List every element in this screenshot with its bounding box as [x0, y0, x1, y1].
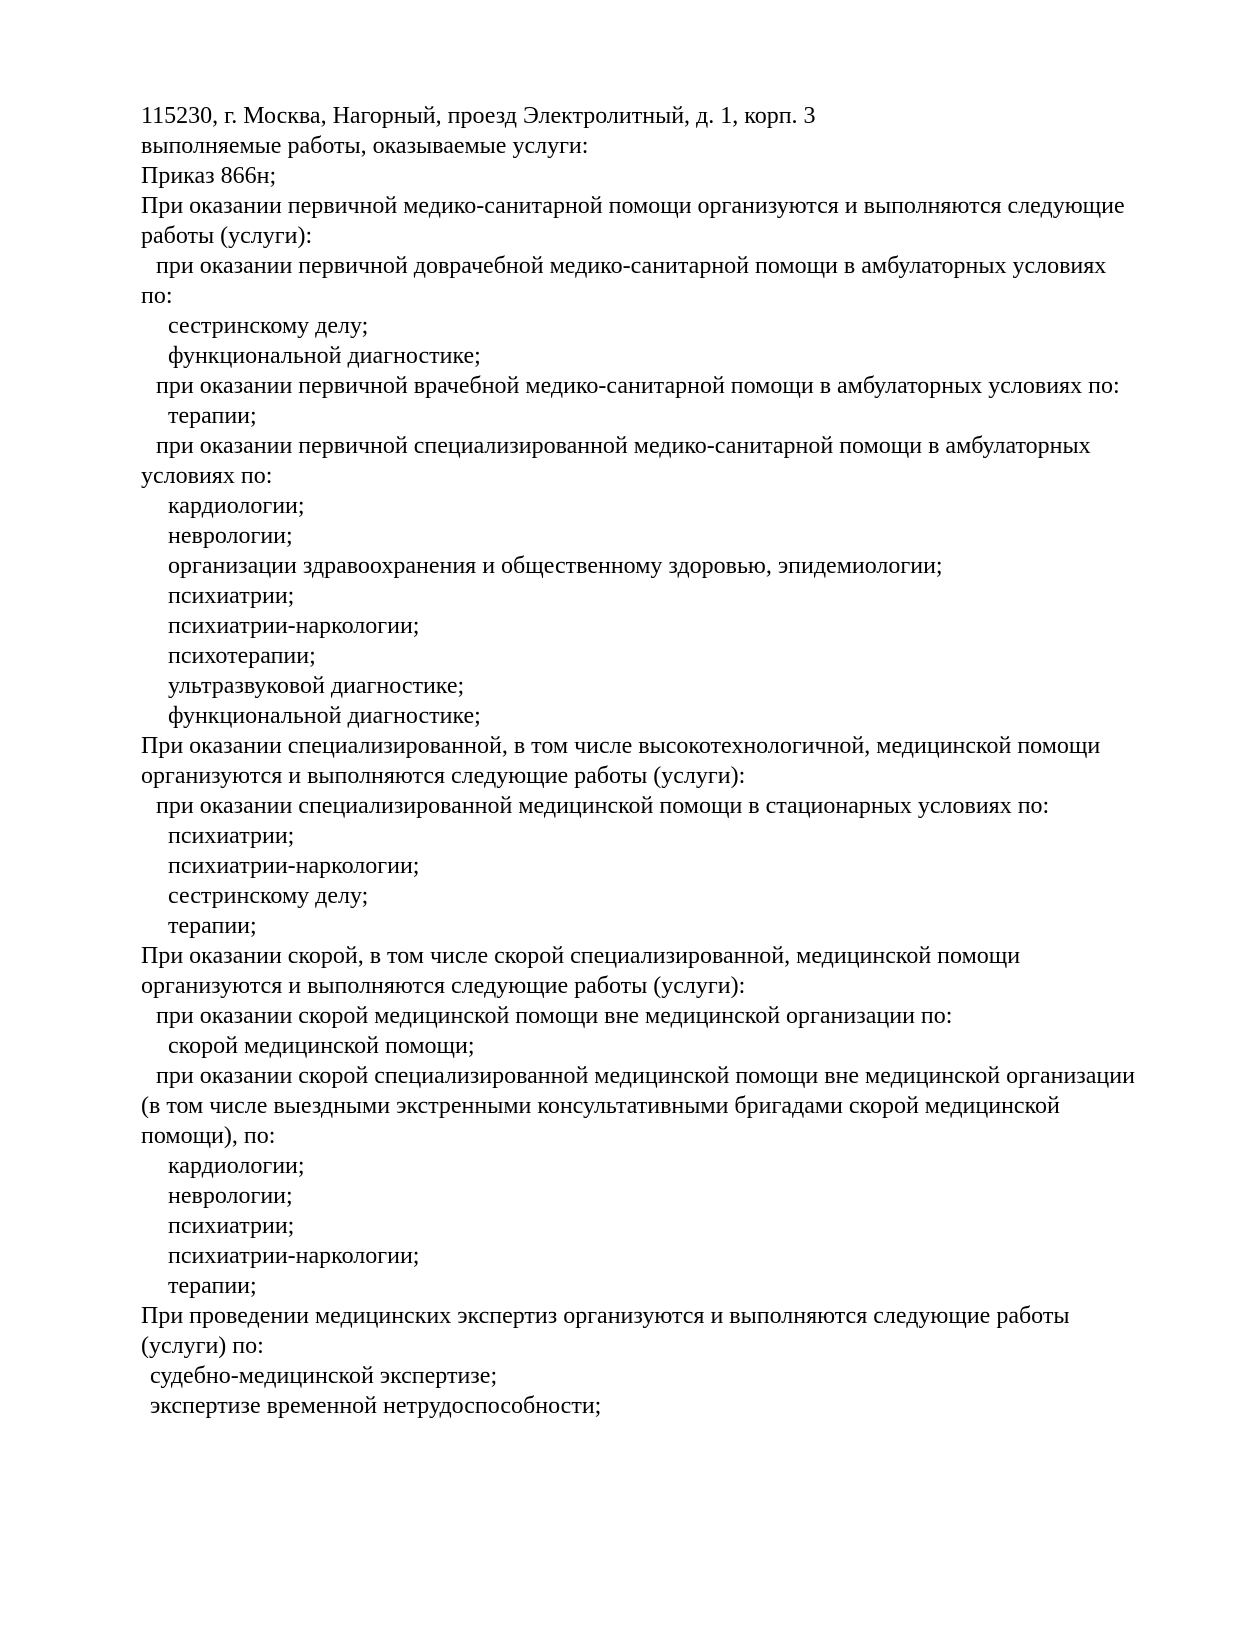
- doc-line-order: Приказ 866н;: [141, 163, 277, 189]
- doc-line-service: терапии;: [168, 913, 257, 939]
- doc-line-service: функциональной диагностике;: [168, 343, 481, 369]
- doc-line-subsection-cont: (в том числе выездными экстренными консультативными бригадами скорой медицинской: [141, 1093, 1060, 1119]
- doc-line-subsection-cont: по:: [141, 283, 173, 309]
- doc-line-service: сестринскому делу;: [168, 883, 369, 909]
- doc-line-subsection-cont: условиях по:: [141, 463, 273, 489]
- doc-line-section-cont: организуются и выполняются следующие работы (услуги):: [141, 763, 746, 789]
- doc-line-service: организации здравоохранения и общественному здоровью, эпидемиологии;: [168, 553, 943, 579]
- doc-line-subsection: при оказании первичной доврачебной медико-санитарной помощи в амбулаторных условиях: [156, 253, 1107, 279]
- doc-line-section: При оказании скорой, в том числе скорой специализированной, медицинской помощи: [141, 943, 1021, 969]
- doc-line-service: функциональной диагностике;: [168, 703, 481, 729]
- doc-line-service: сестринскому делу;: [168, 313, 369, 339]
- doc-line-service: неврологии;: [168, 1183, 293, 1209]
- doc-line-service: психиатрии;: [168, 823, 295, 849]
- doc-line-service: ультразвуковой диагностике;: [168, 673, 465, 699]
- doc-line-service: терапии;: [168, 1273, 257, 1299]
- doc-line-service: психиатрии;: [168, 1213, 295, 1239]
- doc-line-service: психиатрии;: [168, 583, 295, 609]
- doc-line-section-cont: (услуги) по:: [141, 1333, 264, 1359]
- doc-line-service: скорой медицинской помощи;: [168, 1033, 475, 1059]
- doc-line-address: 115230, г. Москва, Нагорный, проезд Электролитный, д. 1, корп. 3: [141, 103, 816, 129]
- doc-line-subsection: при оказании первичной врачебной медико-санитарной помощи в амбулаторных условиях по:: [156, 373, 1120, 399]
- doc-line-service: экспертизе временной нетрудоспособности;: [150, 1393, 602, 1419]
- doc-line-service: неврологии;: [168, 523, 293, 549]
- doc-line-section-cont: организуются и выполняются следующие работы (услуги):: [141, 973, 746, 999]
- doc-line-subsection: при оказании первичной специализированной медико-санитарной помощи в амбулаторных: [156, 433, 1091, 459]
- doc-line-section: При оказании специализированной, в том числе высокотехнологичной, медицинской помощи: [141, 733, 1101, 759]
- doc-line-subsection-cont: помощи), по:: [141, 1123, 276, 1149]
- doc-line-service: психиатрии-наркологии;: [168, 613, 420, 639]
- doc-line-service: судебно-медицинской экспертизе;: [150, 1363, 498, 1389]
- doc-line-service: психиатрии-наркологии;: [168, 1243, 420, 1269]
- doc-line-section: При проведении медицинских экспертиз организуются и выполняются следующие работы: [141, 1303, 1070, 1329]
- doc-line-section: При оказании первичной медико-санитарной помощи организуются и выполняются следующие: [141, 193, 1125, 219]
- doc-line-subsection: при оказании скорой специализированной медицинской помощи вне медицинской организации: [156, 1063, 1135, 1089]
- doc-line-subsection: при оказании скорой медицинской помощи вне медицинской организации по:: [156, 1003, 953, 1029]
- doc-line-works-header: выполняемые работы, оказываемые услуги:: [141, 133, 589, 159]
- doc-line-section-cont: работы (услуги):: [141, 223, 313, 249]
- doc-line-subsection: при оказании специализированной медицинской помощи в стационарных условиях по:: [156, 793, 1050, 819]
- doc-line-service: кардиологии;: [168, 493, 305, 519]
- doc-line-service: психиатрии-наркологии;: [168, 853, 420, 879]
- doc-line-service: кардиологии;: [168, 1153, 305, 1179]
- doc-line-service: терапии;: [168, 403, 257, 429]
- doc-line-service: психотерапии;: [168, 643, 316, 669]
